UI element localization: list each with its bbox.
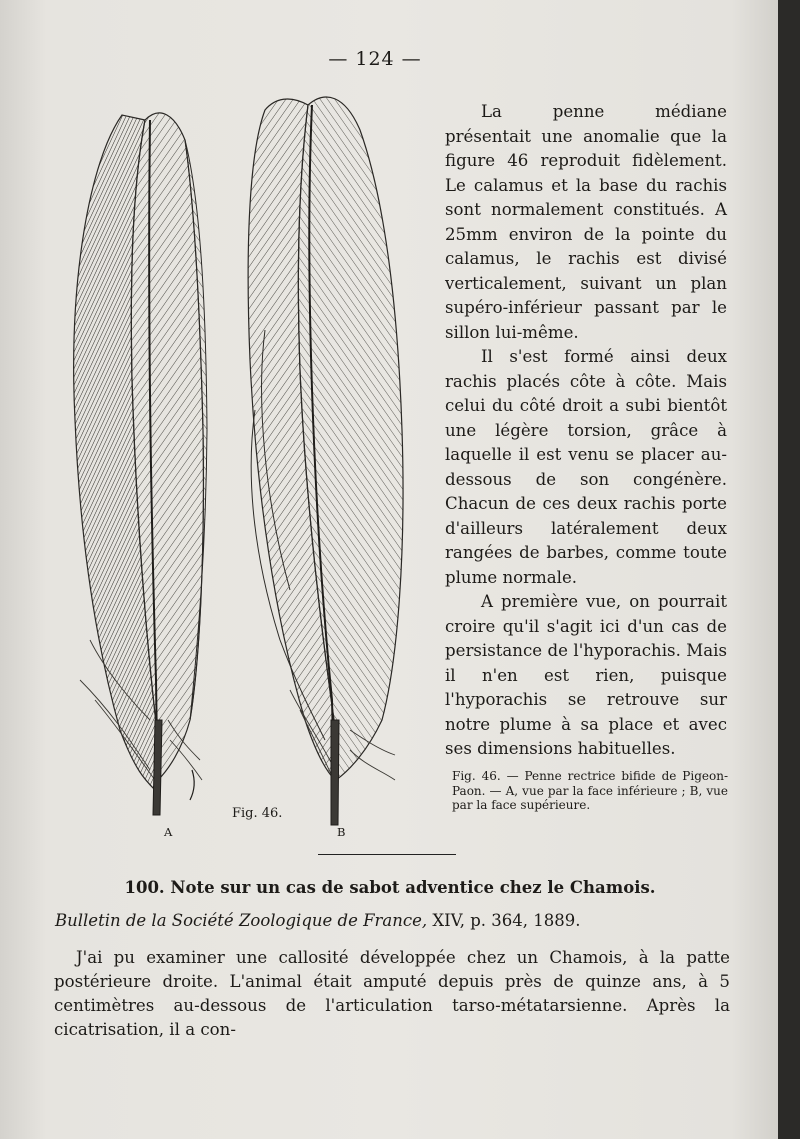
feather-b-letter: B [337,825,346,839]
feather-b [248,97,403,825]
page-number: — 124 — [328,48,422,70]
body-paragraph: A première vue, on pourrait croire qu'il s'agit ici d'un cas de persistance de l'hyporachis. Mais il n'en est rien, puisque l'hyporachis se retrouve sur notre plume à sa place et avec ses dimensions habituelles. [445,592,727,758]
section-divider [318,854,456,855]
section-heading: 100. Note sur un cas de sabot adventice chez le Chamois. [124,878,656,897]
source-citation [55,911,715,930]
feather-a-letter: A [164,825,173,839]
source-reference: XIV, p. 364, 1889. [432,911,581,930]
figure-label: Fig. 46. [232,806,283,821]
section-paragraph: J'ai pu examiner une callosité développée chez un Chamois, à la patte postérieure droite. L'animal était amputé depuis près de quinze ans, à 5 centimètres au-dessous de l'articulation tarso-métatarsienne. Après la cicatrisation, il a con- [54,948,730,1039]
feather-illustration [50,80,440,850]
figure-caption: Fig. 46. — Penne rectrice bifide de Pigeon-Paon. — A, vue par la face inférieure ; B, vue par la face supérieure. [452,769,728,812]
body-paragraph: La penne médiane présentait une anomalie que la figure 46 reproduit fidèlement. Le calamus et la base du rachis sont normalement constitués. A 25mm environ de la pointe du calamus, le rachis est divisé verticalement, suivant un plan supéro-inférieur passant par le sillon lui-même. [445,102,727,342]
body-text-column [445,100,727,762]
source-journal: Bulletin de la Société Zoologique de France, [55,911,428,930]
page-edge-shadow [778,0,800,1139]
feather-a [74,113,207,815]
body-paragraph: Il s'est formé ainsi deux rachis placés côte à côte. Mais celui du côté droit a subi bientôt une légère torsion, grâce à laquelle il est venu se placer au-dessous de son congénère. Chacun de ces deux rachis porte d'ailleurs latéralement deux rangées de barbes, comme toute plume normale. [445,347,727,587]
